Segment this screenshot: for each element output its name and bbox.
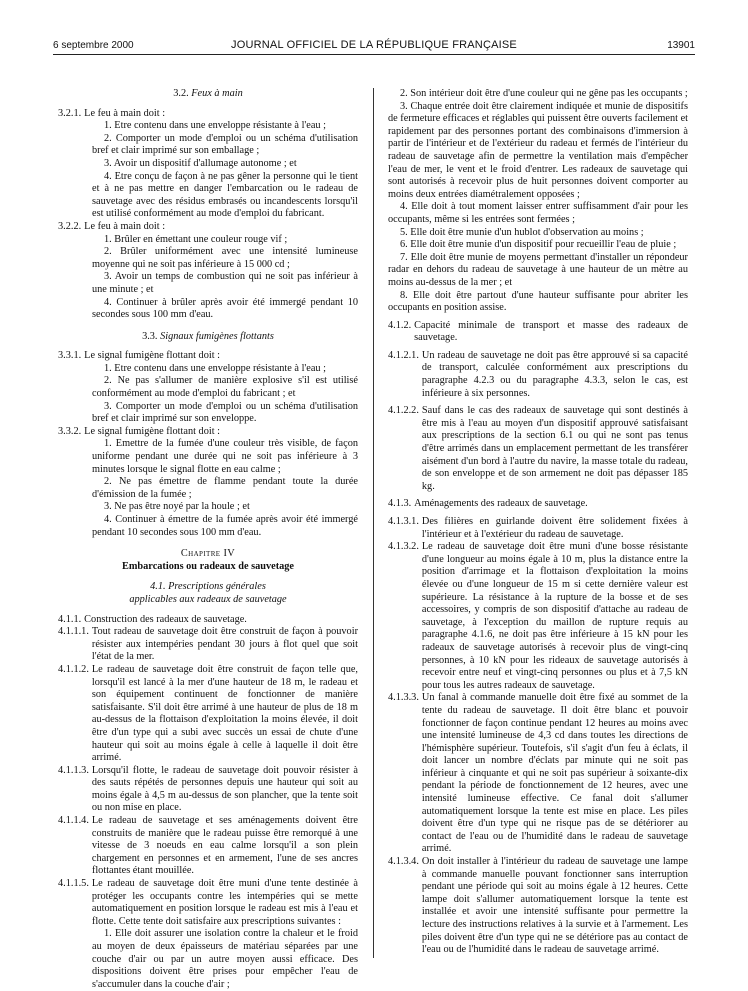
list-item: 3. Chaque entrée doit être clairement indiquée et munie de dispositifs de fermeture efficaces et réglables qui puissent être ouverts facilement et rapidement par des personnes portant des combinaisons d'immersion à partir de l'intérieur et de l'extérieur du radeau et fermés de l'intérieur du radeau de sauvetage afin de permettre la ventilation mais d'empêcher l'eau de mer, le vent et le froid d'entrer. Les radeaux de sauvetage qui sont autorisés à recevoir plus de huit personnes doivent comporter au moins deux entrées diamétralement opposées ; — [388, 100, 688, 200]
paragraph-4-1-2-1: 4.1.2.1. Un radeau de sauvetage ne doit pas être approuvé si sa capacité de transport, calculée conformément aux prescriptions du paragraphe 4.2.3 ou du paragraphe 4.3.3, selon le cas, est inférieure à six personnes. — [388, 349, 688, 399]
paragraph-4-1-2: 4.1.2. Capacité minimale de transport et masse des radeaux de sauvetage. — [388, 319, 688, 344]
list-item: 4. Continuer à émettre de la fumée après avoir été immergé pendant 10 secondes sous 100 mm d'eau. — [92, 514, 358, 538]
list-item: 3. Avoir un temps de combustion qui ne soit pas inférieur à une minute ; et — [92, 271, 358, 295]
list-item: 4. Etre conçu de façon à ne pas gêner la personne qui le tient et à ne pas mettre en danger l'embarcation ou le radeau de sauvetage avec des résidus embrasés ou incandescents lorsqu'il est utilisé conformément au mode d'emploi du fabricant. — [92, 170, 358, 220]
paragraph-4-1-3-2: 4.1.3.2. Le radeau de sauvetage doit être muni d'une bosse résistante d'une longueur au moins égale à 10 m, plus la distance entre la position d'arrimage et la flottaison d'exploitation la moins élevée ou d'une longueur de 15 m si cette dernière valeur est supérieure. La résistance à la rupture de la bosse et de ses accessoires, y compris de son dispositif d'attache au radeau de sauvetage, à l'exception du maillon de rupture requis au paragraphe 4.1.6, ne doit pas être inférieure à 15 kN pour les radeaux de sauvetage autorisés à recevoir plus de vingt-cinq personnes, à 10 kN pour les rideaux de sauvetage autorisés à recevoir entre neuf et vingt-cinq personnes ou plus et à 7,5 kN pour tous les autres radeaux de sauvetage. — [388, 541, 688, 691]
list-item: 1. Etre contenu dans une enveloppe résistante à l'eau ; — [104, 362, 327, 374]
list-item: 2. Ne pas s'allumer de manière explosive s'il est utilisé conformément au mode d'emploi du fabricant ; et — [92, 375, 358, 400]
list-item: 4. Continuer à brûler après avoir été immergé pendant 10 secondes sous 100 mm d'eau. — [92, 296, 358, 321]
list-item: 8. Elle doit être partout d'une hauteur suffisante pour abriter les occupants en position assise. — [388, 289, 688, 314]
list-item: 2. Comporter un mode d'emploi ou un schéma d'utilisation bref et clair imprimé sur son emballage ; — [92, 132, 358, 157]
section-title-4-1-line2: applicables aux radeaux de sauvetage — [129, 593, 287, 605]
list-item: 1. Elle doit assurer une isolation contre la chaleur et le froid au moyen de deux épaisseurs de matériau séparées par une couche d'air ou par un autre moyen aussi efficace. Des dispositions doivent être prises pour empêcher l'eau de s'accumuler dans la couche d'air ; — [92, 928, 358, 990]
paragraph-3-2-2: 3.2.2. Le feu à main doit : — [58, 220, 166, 232]
header-journal-title: JOURNAL OFFICIEL DE LA RÉPUBLIQUE FRANÇAISE — [231, 39, 517, 51]
paragraph-4-1-3-3: 4.1.3.3. Un fanal à commande manuelle doit être fixé au sommet de la tente du radeau de sauvetage. Il doit être blanc et pouvoir fonctionner de façon continue pendant 12 heures au moins avec une intensité lumineuse de 4,3 cd dans toutes les directions de l'hémisphère supérieur. Toutefois, s'il s'agit d'un feu à éclats, il doit lancer un nombre d'éclats par minute qui ne soit pas inférieur à cinquante et qui ne soit pas supérieur à soixante-dix pendant la période de fonctionnement de 12 heures, avec une intensité lumineuse effective. Ce fanal doit s'allumer automatiquement lorsque la tente est mise en place. Les piles doivent être d'un type qui ne risque pas de se détériorer au contact de l'eau ou de l'humidité dans le radeau de sauvetage arrimé. — [388, 692, 688, 855]
column-divider — [373, 88, 374, 958]
list-item: 7. Elle doit être munie de moyens permettant d'installer un répondeur radar en dehors du radeau de sauvetage à une hauteur de un mètre au moins au-dessus de la mer ; et — [388, 251, 688, 288]
page-header — [53, 38, 695, 55]
paragraph-4-1-1-4: 4.1.1.4. Le radeau de sauvetage et ses aménagements doivent être construits de manière que le radeau puisse être remorqué à une vitesse de 3 noeuds en eau calme lorsqu'il a son plein chargement en personnes et en armement, l'une de ses ancres flottantes étant mouillée. — [58, 815, 358, 877]
paragraph-4-1-1-2: 4.1.1.2. Le radeau de sauvetage doit être construit de façon telle que, lorsqu'il est lancé à la mer d'une hauteur de 18 m, le radeau et son équipement continuent de fonctionner de manière satisfaisante. S'il doit être arrimé à une hauteur de plus de 18 m au-dessus de la flottaison d'exploitation la moins élevée, il doit être d'un type qui a subi avec succès un essai de chute d'une hauteur qui soit au moins égale à celle à laquelle il doit être arrimé. — [58, 663, 358, 764]
paragraph-4-1-3: 4.1.3. Aménagements des radeaux de sauvetage. — [388, 498, 588, 510]
list-item: 2. Ne pas émettre de flamme pendant toute la durée d'émission de la fumée ; — [92, 476, 358, 500]
section-title-4-1: 4.1. Prescriptions générales — [150, 581, 266, 593]
section-title-3-2: 3.2. Feux à main — [173, 88, 243, 99]
header-page-number: 13901 — [667, 40, 695, 51]
paragraph-4-1-1-1: 4.1.1.1. Tout radeau de sauvetage doit être construit de façon à pouvoir résister aux intempéries pendant 30 jours à flot quel que soit l'état de la mer. — [58, 626, 358, 663]
paragraph-4-1-3-4: 4.1.3.4. On doit installer à l'intérieur du radeau de sauvetage une lampe à commande manuelle pouvant fonctionner sans interruption pendant une période qui soit au moins égale à 12 heures. Cette lampe doit s'allumer automatiquement lorsque la tente est installée et avoir une intensité suffisante pour permettre la lecture des instructions relatives à la survie et à l'armement. Les piles doivent être d'un type qui ne se détériore pas au contact de l'eau ou de l'humidité dans le radeau de sauvetage arrimé. — [388, 856, 688, 956]
paragraph-4-1-3-1: 4.1.3.1. Des filières en guirlande doivent être solidement fixées à l'intérieur et à l'extérieur du radeau de sauvetage. — [388, 516, 688, 540]
paragraph-3-3-2: 3.3.2. Le signal fumigène flottant doit : — [58, 425, 221, 437]
list-item: 5. Elle doit être munie d'un hublot d'observation au moins ; — [400, 226, 644, 238]
paragraph-3-2-1: 3.2.1. Le feu à main doit : — [58, 107, 166, 119]
paragraph-3-3-1: 3.3.1. Le signal fumigène flottant doit : — [58, 350, 221, 362]
list-item: 4. Elle doit à tout moment laisser entrer suffisamment d'air pour les occupants, même si les entrées sont fermées ; — [388, 201, 688, 225]
chapter-heading: Chapitre IV — [180, 548, 236, 560]
list-item: 6. Elle doit être munie d'un dispositif pour recueillir l'eau de pluie ; — [400, 239, 677, 251]
list-item: 2. Brûler uniformément avec une intensité lumineuse moyenne qui ne soit pas inférieure à 15 000 cd ; — [92, 246, 358, 270]
list-item: 1. Emettre de la fumée d'une couleur très visible, de façon uniforme pendant une durée qui ne soit pas inférieure à 3 minutes lorsque le signal flotte en eau calme ; — [92, 438, 358, 475]
paragraph-4-1-1-5: 4.1.1.5. Le radeau de sauvetage doit être muni d'une tente destinée à protéger les occupants contre les intempéries qui se mette automatiquement en position lorsque le radeau est mis à l'eau et flotte. Cette tente doit satisfaire aux prescriptions suivantes : — [58, 878, 358, 927]
list-item: 1. Etre contenu dans une enveloppe résistante à l'eau ; — [104, 120, 327, 132]
right-column — [388, 88, 688, 957]
header-date: 6 septembre 2000 — [53, 40, 134, 51]
list-item: 3. Ne pas être noyé par la houle ; et — [104, 501, 250, 513]
left-column — [58, 88, 358, 991]
list-item: 2. Son intérieur doit être d'une couleur qui ne gêne pas les occupants ; — [400, 88, 688, 99]
list-item: 1. Brûler en émettant une couleur rouge vif ; — [104, 233, 288, 245]
chapter-subtitle: Embarcations ou radeaux de sauvetage — [121, 560, 294, 572]
list-item: 3. Comporter un mode d'emploi ou un schéma d'utilisation bref et clair imprimé sur son enveloppe. — [92, 400, 358, 425]
list-item: 3. Avoir un dispositif d'allumage autonome ; et — [104, 157, 297, 169]
paragraph-4-1-1-3: 4.1.1.3. Lorsqu'il flotte, le radeau de sauvetage doit pouvoir résister à des sauts répétés de personnes depuis une hauteur qui soit au moins égale à 4,5 m au-dessus de son plancher, que la tente soit ou non mise en place. — [58, 764, 358, 814]
section-title-3-3: 3.3. Signaux fumigènes flottants — [142, 330, 274, 342]
paragraph-4-1-1: 4.1.1. Construction des radeaux de sauvetage. — [58, 613, 247, 625]
paragraph-4-1-2-2: 4.1.2.2. Sauf dans le cas des radeaux de sauvetage qui sont destinés à être mis à l'eau au moyen d'un dispositif approuvé satisfaisant aux prescriptions de la section 6.1 ou qui ne sont pas tenus d'être arrimés dans un emplacement permettant de les transférer aisément d'un bord à l'autre du navire, la masse totale du radeau, de son enveloppe et de son armement ne doit pas dépasser 185 kg. — [388, 405, 688, 492]
